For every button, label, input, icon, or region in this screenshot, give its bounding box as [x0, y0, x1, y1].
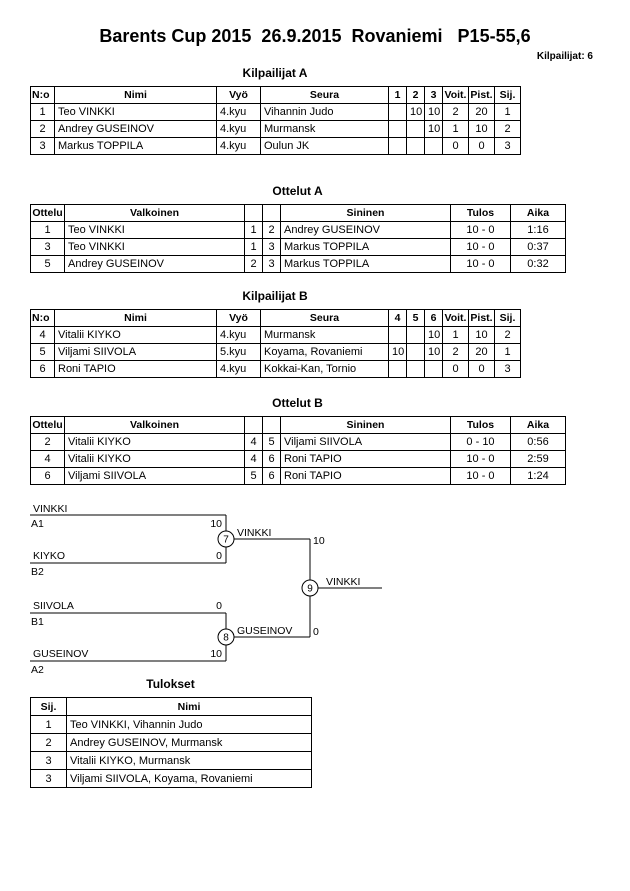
- pool-a-heading: Kilpailijat A: [242, 66, 308, 80]
- medal-bracket: [0, 495, 630, 690]
- table-row: [31, 344, 521, 361]
- cell: Viljami SIIVOLA, Koyama, Rovaniemi: [67, 770, 312, 788]
- pool-a-section: [30, 66, 520, 155]
- col-header: Voit.: [443, 87, 469, 104]
- col-header: Nimi: [55, 310, 217, 327]
- cell: Roni TAPIO: [55, 361, 217, 378]
- cell: 1: [443, 121, 469, 138]
- results-section: [30, 677, 311, 788]
- cell: Kokkai-Kan, Tornio: [261, 361, 389, 378]
- cell: Andrey GUSEINOV: [55, 121, 217, 138]
- cell: 1:24: [511, 468, 566, 485]
- table-row: [31, 361, 521, 378]
- col-header: 5: [407, 310, 425, 327]
- cell: Viljami SIIVOLA: [65, 468, 245, 485]
- cell: 5: [31, 256, 65, 273]
- cell: 4.kyu: [217, 104, 261, 121]
- bracket-score: 0: [216, 600, 222, 612]
- cell: 0: [469, 361, 495, 378]
- cell: 3: [31, 138, 55, 155]
- cell: Vitalii KIYKO: [55, 327, 217, 344]
- cell: [407, 138, 425, 155]
- cell: 4.kyu: [217, 327, 261, 344]
- cell: Andrey GUSEINOV, Murmansk: [67, 734, 312, 752]
- cell: 2: [245, 256, 263, 273]
- table-row: [31, 138, 521, 155]
- col-header: Seura: [261, 87, 389, 104]
- cell: 0: [469, 138, 495, 155]
- cell: 10: [407, 104, 425, 121]
- cell: 20: [469, 344, 495, 361]
- cell: [389, 361, 407, 378]
- pool-b-table: [30, 309, 521, 378]
- matches-a-table: [30, 204, 566, 273]
- cell: 10 - 0: [451, 222, 511, 239]
- cell: 4.kyu: [217, 121, 261, 138]
- cell: Oulun JK: [261, 138, 389, 155]
- cell: 10: [425, 327, 443, 344]
- cell: 2: [495, 327, 521, 344]
- col-header: N:o: [31, 310, 55, 327]
- cell: 2: [263, 222, 281, 239]
- table-row: [31, 222, 566, 239]
- page-title: Barents Cup 2015 26.9.2015 Rovaniemi P15-55,6: [99, 26, 531, 46]
- table-header-row: [31, 205, 566, 222]
- cell: Vitalii KIYKO: [65, 434, 245, 451]
- cell: 20: [469, 104, 495, 121]
- cell: [407, 344, 425, 361]
- cell: [407, 121, 425, 138]
- col-header: 2: [407, 87, 425, 104]
- cell: 1: [245, 222, 263, 239]
- cell: 4: [31, 451, 65, 468]
- bracket-score: 0: [313, 626, 319, 638]
- pool-b-heading: Kilpailijat B: [242, 289, 308, 303]
- cell: 2: [443, 104, 469, 121]
- bracket-score: 10: [313, 535, 325, 547]
- cell: 6: [263, 468, 281, 485]
- col-header: Ottelu: [31, 205, 65, 222]
- cell: 3: [31, 770, 67, 788]
- table-row: [31, 716, 312, 734]
- col-header: Aika: [511, 417, 566, 434]
- cell: 3: [495, 138, 521, 155]
- cell: Viljami SIIVOLA: [55, 344, 217, 361]
- bracket-competitor-name: GUSEINOV: [33, 648, 89, 660]
- table-row: [31, 752, 312, 770]
- cell: 0:32: [511, 256, 566, 273]
- matches-b-heading: Ottelut B: [272, 396, 323, 410]
- cell: 1: [495, 104, 521, 121]
- cell: [389, 104, 407, 121]
- bracket-seed: B1: [31, 616, 44, 628]
- bracket-match-number: 9: [307, 583, 313, 595]
- cell: 4: [245, 434, 263, 451]
- col-header: Valkoinen: [65, 417, 245, 434]
- col-header: Pist.: [469, 310, 495, 327]
- cell: 4: [245, 451, 263, 468]
- cell: Roni TAPIO: [281, 468, 451, 485]
- table-row: [31, 451, 566, 468]
- cell: Teo VINKKI, Vihannin Judo: [67, 716, 312, 734]
- cell: 2: [443, 344, 469, 361]
- cell: 1: [31, 104, 55, 121]
- bracket-competitor-name: KIYKO: [33, 550, 66, 562]
- cell: 1: [495, 344, 521, 361]
- cell: 0:37: [511, 239, 566, 256]
- table-row: [31, 256, 566, 273]
- cell: 5: [245, 468, 263, 485]
- table-header-row: [31, 87, 521, 104]
- cell: 6: [31, 361, 55, 378]
- cell: 1: [31, 222, 65, 239]
- col-header: 4: [389, 310, 407, 327]
- cell: [407, 327, 425, 344]
- matches-b-table: [30, 416, 566, 485]
- col-header: Tulos: [451, 417, 511, 434]
- col-header: Pist.: [469, 87, 495, 104]
- cell: Teo VINKKI: [65, 222, 245, 239]
- cell: 10 - 0: [451, 239, 511, 256]
- bracket-competitor-name: VINKKI: [33, 503, 68, 515]
- table-row: [31, 434, 566, 451]
- cell: 2: [495, 121, 521, 138]
- pool-b-section: [30, 289, 520, 378]
- cell: Markus TOPPILA: [281, 256, 451, 273]
- competitors-count: Kilpailijat: 6: [536, 51, 593, 62]
- bracket-match-number: 8: [223, 632, 229, 644]
- col-header: Vyö: [217, 87, 261, 104]
- col-header: Voit.: [443, 310, 469, 327]
- cell: Vitalii KIYKO: [65, 451, 245, 468]
- cell: Teo VINKKI: [65, 239, 245, 256]
- col-header: Sininen: [281, 417, 451, 434]
- matches-b-section: [30, 396, 565, 485]
- cell: 4.kyu: [217, 361, 261, 378]
- cell: Vitalii KIYKO, Murmansk: [67, 752, 312, 770]
- bracket-seed: B2: [31, 566, 44, 578]
- cell: Andrey GUSEINOV: [65, 256, 245, 273]
- cell: Murmansk: [261, 121, 389, 138]
- cell: Markus TOPPILA: [55, 138, 217, 155]
- cell: 10: [389, 344, 407, 361]
- col-header: [263, 205, 281, 222]
- cell: 1:16: [511, 222, 566, 239]
- cell: Koyama, Rovaniemi: [261, 344, 389, 361]
- col-header: 1: [389, 87, 407, 104]
- table-row: [31, 121, 521, 138]
- cell: 0: [443, 361, 469, 378]
- col-header: [263, 417, 281, 434]
- col-header: Sij.: [495, 310, 521, 327]
- cell: 10: [425, 104, 443, 121]
- cell: [425, 138, 443, 155]
- cell: Vihannin Judo: [261, 104, 389, 121]
- cell: 3: [31, 239, 65, 256]
- col-header: N:o: [31, 87, 55, 104]
- cell: 2: [31, 734, 67, 752]
- bracket-winner-name: GUSEINOV: [237, 625, 293, 637]
- cell: 0: [443, 138, 469, 155]
- col-header: Sij.: [31, 698, 67, 716]
- col-header: Ottelu: [31, 417, 65, 434]
- bracket-score: 10: [210, 518, 222, 530]
- cell: 5: [263, 434, 281, 451]
- matches-a-section: [30, 184, 565, 273]
- bracket-competitor-name: SIIVOLA: [33, 600, 74, 612]
- cell: 1: [443, 327, 469, 344]
- cell: 3: [263, 239, 281, 256]
- cell: 2: [31, 121, 55, 138]
- col-header: 3: [425, 87, 443, 104]
- cell: 10 - 0: [451, 451, 511, 468]
- table-row: [31, 104, 521, 121]
- cell: Murmansk: [261, 327, 389, 344]
- cell: 0:56: [511, 434, 566, 451]
- cell: 5.kyu: [217, 344, 261, 361]
- col-header: Tulos: [451, 205, 511, 222]
- cell: 1: [31, 716, 67, 734]
- cell: 2: [31, 434, 65, 451]
- cell: 10: [469, 327, 495, 344]
- bracket-seed: A2: [31, 664, 44, 676]
- cell: 10: [425, 121, 443, 138]
- pool-a-table: [30, 86, 521, 155]
- col-header: Aika: [511, 205, 566, 222]
- bracket-score: 10: [210, 648, 222, 660]
- col-header: Nimi: [67, 698, 312, 716]
- col-header: Nimi: [55, 87, 217, 104]
- cell: 3: [31, 752, 67, 770]
- table-row: [31, 468, 566, 485]
- cell: [389, 327, 407, 344]
- table-header-row: [31, 310, 521, 327]
- cell: 6: [31, 468, 65, 485]
- table-header-row: [31, 698, 312, 716]
- results-heading: Tulokset: [146, 677, 195, 691]
- cell: 6: [263, 451, 281, 468]
- cell: [389, 138, 407, 155]
- table-row: [31, 239, 566, 256]
- cell: 0 - 10: [451, 434, 511, 451]
- matches-a-heading: Ottelut A: [272, 184, 323, 198]
- cell: 10 - 0: [451, 256, 511, 273]
- cell: Roni TAPIO: [281, 451, 451, 468]
- cell: [425, 361, 443, 378]
- cell: 3: [495, 361, 521, 378]
- table-row: [31, 327, 521, 344]
- cell: 4: [31, 327, 55, 344]
- cell: 10 - 0: [451, 468, 511, 485]
- bracket-seed: A1: [31, 518, 44, 530]
- col-header: [245, 417, 263, 434]
- table-row: [31, 770, 312, 788]
- cell: Teo VINKKI: [55, 104, 217, 121]
- cell: 2:59: [511, 451, 566, 468]
- table-header-row: [31, 417, 566, 434]
- cell: Markus TOPPILA: [281, 239, 451, 256]
- table-row: [31, 734, 312, 752]
- cell: [407, 361, 425, 378]
- col-header: Sij.: [495, 87, 521, 104]
- col-header: Vyö: [217, 310, 261, 327]
- bracket-score: 0: [216, 550, 222, 562]
- col-header: Seura: [261, 310, 389, 327]
- col-header: Valkoinen: [65, 205, 245, 222]
- cell: [389, 121, 407, 138]
- cell: 5: [31, 344, 55, 361]
- cell: 4.kyu: [217, 138, 261, 155]
- cell: 3: [263, 256, 281, 273]
- bracket-match-number: 7: [223, 534, 229, 546]
- col-header: 6: [425, 310, 443, 327]
- cell: 10: [469, 121, 495, 138]
- cell: 1: [245, 239, 263, 256]
- cell: Viljami SIIVOLA: [281, 434, 451, 451]
- col-header: [245, 205, 263, 222]
- cell: 10: [425, 344, 443, 361]
- bracket-winner-name: VINKKI: [326, 576, 361, 588]
- col-header: Sininen: [281, 205, 451, 222]
- cell: Andrey GUSEINOV: [281, 222, 451, 239]
- results-table: [30, 697, 312, 788]
- bracket-winner-name: VINKKI: [237, 527, 272, 539]
